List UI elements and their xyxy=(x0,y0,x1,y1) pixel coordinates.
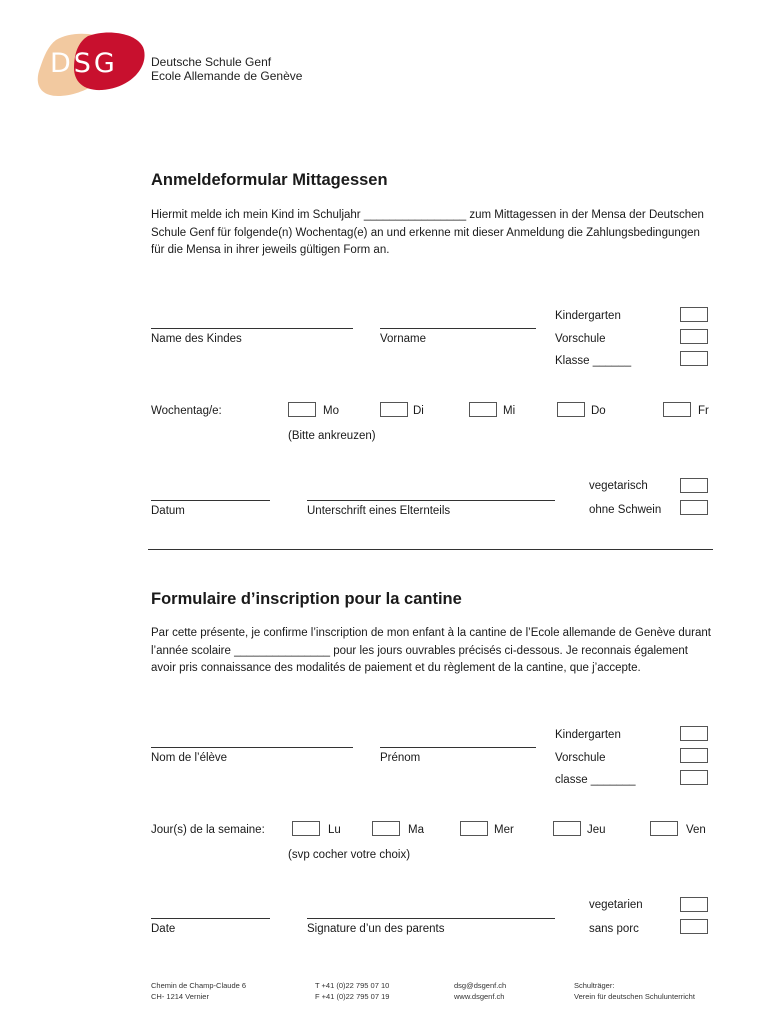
fr-check-hint: (svp cocher votre choix) xyxy=(288,849,411,861)
day-do-checkbox[interactable] xyxy=(557,402,585,417)
section-divider xyxy=(148,549,713,550)
fr-level-classe-checkbox[interactable] xyxy=(680,770,708,785)
day-mer-checkbox[interactable] xyxy=(460,821,488,836)
fr-diet-no-pork-checkbox[interactable] xyxy=(680,919,708,934)
fr-level-kindergarten-checkbox[interactable] xyxy=(680,726,708,741)
day-mo-checkbox[interactable] xyxy=(288,402,316,417)
fr-diet-vegetarian-label: vegetarien xyxy=(589,899,643,911)
day-mo-label: Mo xyxy=(323,405,339,417)
german-intro: Hiermit melde ich mein Kind im Schuljahr ________________ zum Mittagessen in der Mensa der Deutschen Schule Genf für folgende(n) Wochentag(e) an und erkenne mit dieser Anmeldung die Zahlungsbedingungen für die Mensa in ihrer jeweils gültigen Form an. xyxy=(151,209,704,256)
school-logo xyxy=(36,30,148,98)
day-ma-checkbox[interactable] xyxy=(372,821,400,836)
first-name-line[interactable] xyxy=(380,328,536,329)
level-vorschule-label: Vorschule xyxy=(555,333,606,345)
fr-level-vorschule-label: Vorschule xyxy=(555,752,606,764)
fr-date-label: Date xyxy=(151,923,176,935)
footer-carrier-name: Verein für deutschen Schulunterricht xyxy=(574,992,695,1001)
fr-level-classe-label: classe _______ xyxy=(555,774,636,786)
weekday-label: Wochentag/e: xyxy=(151,405,222,417)
day-mer-label: Mer xyxy=(494,824,514,836)
student-name-label: Nom de l’élève xyxy=(151,752,228,764)
footer-carrier-label: Schulträger: xyxy=(574,981,615,990)
footer-phone: T +41 (0)22 795 07 10 xyxy=(315,981,390,990)
first-name-label: Vorname xyxy=(380,333,427,345)
footer-address-2: CH- 1214 Vernier xyxy=(151,992,209,1001)
fr-diet-no-pork-label: sans porc xyxy=(589,923,639,935)
footer-address-1: Chemin de Champ-Claude 6 xyxy=(151,981,247,990)
day-jeu-checkbox[interactable] xyxy=(553,821,581,836)
fr-level-kindergarten-label: Kindergarten xyxy=(555,729,621,741)
prenom-label: Prénom xyxy=(380,752,421,764)
day-lu-label: Lu xyxy=(328,824,341,836)
fr-diet-vegetarian-checkbox[interactable] xyxy=(680,897,708,912)
child-name-line[interactable] xyxy=(151,328,353,329)
day-di-checkbox[interactable] xyxy=(380,402,408,417)
footer-fax: F +41 (0)22 795 07 19 xyxy=(315,992,390,1001)
check-hint: (Bitte ankreuzen) xyxy=(288,430,376,442)
fr-level-vorschule-checkbox[interactable] xyxy=(680,748,708,763)
footer-email[interactable]: dsg@dsgenf.ch xyxy=(454,981,507,990)
day-mi-label: Mi xyxy=(503,405,516,417)
level-vorschule-checkbox[interactable] xyxy=(680,329,708,344)
signature-line[interactable] xyxy=(307,500,555,501)
date-label: Datum xyxy=(151,505,185,517)
day-ven-label: Ven xyxy=(686,824,706,836)
fr-signature-label: Signature d’un des parents xyxy=(307,923,445,935)
day-fr-checkbox[interactable] xyxy=(663,402,691,417)
french-form-title: Formulaire d’inscription pour la cantine xyxy=(151,590,462,608)
german-form-title: Anmeldeformular Mittagessen xyxy=(151,171,388,189)
prenom-line[interactable] xyxy=(380,747,536,748)
day-do-label: Do xyxy=(591,405,606,417)
day-jeu-label: Jeu xyxy=(587,824,606,836)
fr-weekday-label: Jour(s) de la semaine: xyxy=(151,824,265,836)
diet-vegetarian-label: vegetarisch xyxy=(589,480,648,492)
day-ma-label: Ma xyxy=(408,824,424,836)
date-line[interactable] xyxy=(151,500,270,501)
logo-lettering: DSG xyxy=(50,48,118,79)
fr-signature-line[interactable] xyxy=(307,918,555,919)
school-name-fr: Ecole Allemande de Genève xyxy=(151,69,303,83)
diet-no-pork-label: ohne Schwein xyxy=(589,504,662,516)
diet-vegetarian-checkbox[interactable] xyxy=(680,478,708,493)
signature-label: Unterschrift eines Elternteils xyxy=(307,505,451,517)
level-klasse-checkbox[interactable] xyxy=(680,351,708,366)
student-name-line[interactable] xyxy=(151,747,353,748)
day-fr-label: Fr xyxy=(698,405,709,417)
day-lu-checkbox[interactable] xyxy=(292,821,320,836)
footer-website[interactable]: www.dsgenf.ch xyxy=(454,992,505,1001)
school-name-de: Deutsche Schule Genf xyxy=(151,55,272,69)
level-klasse-label: Klasse ______ xyxy=(555,355,632,367)
diet-no-pork-checkbox[interactable] xyxy=(680,500,708,515)
day-mi-checkbox[interactable] xyxy=(469,402,497,417)
french-intro: Par cette présente, je confirme l’inscription de mon enfant à la cantine de l’Ecole allemande de Genève durant l’année scolaire _______________ pour les jours ouvrables précisés ci-dessous. Je reconnais également avoir pris connaissance des modalités de paiement et du règlement de la cantine, que j’accepte. xyxy=(151,627,711,674)
level-kindergarten-checkbox[interactable] xyxy=(680,307,708,322)
day-ven-checkbox[interactable] xyxy=(650,821,678,836)
day-di-label: Di xyxy=(413,405,424,417)
level-kindergarten-label: Kindergarten xyxy=(555,310,621,322)
fr-date-line[interactable] xyxy=(151,918,270,919)
child-name-label: Name des Kindes xyxy=(151,333,242,345)
